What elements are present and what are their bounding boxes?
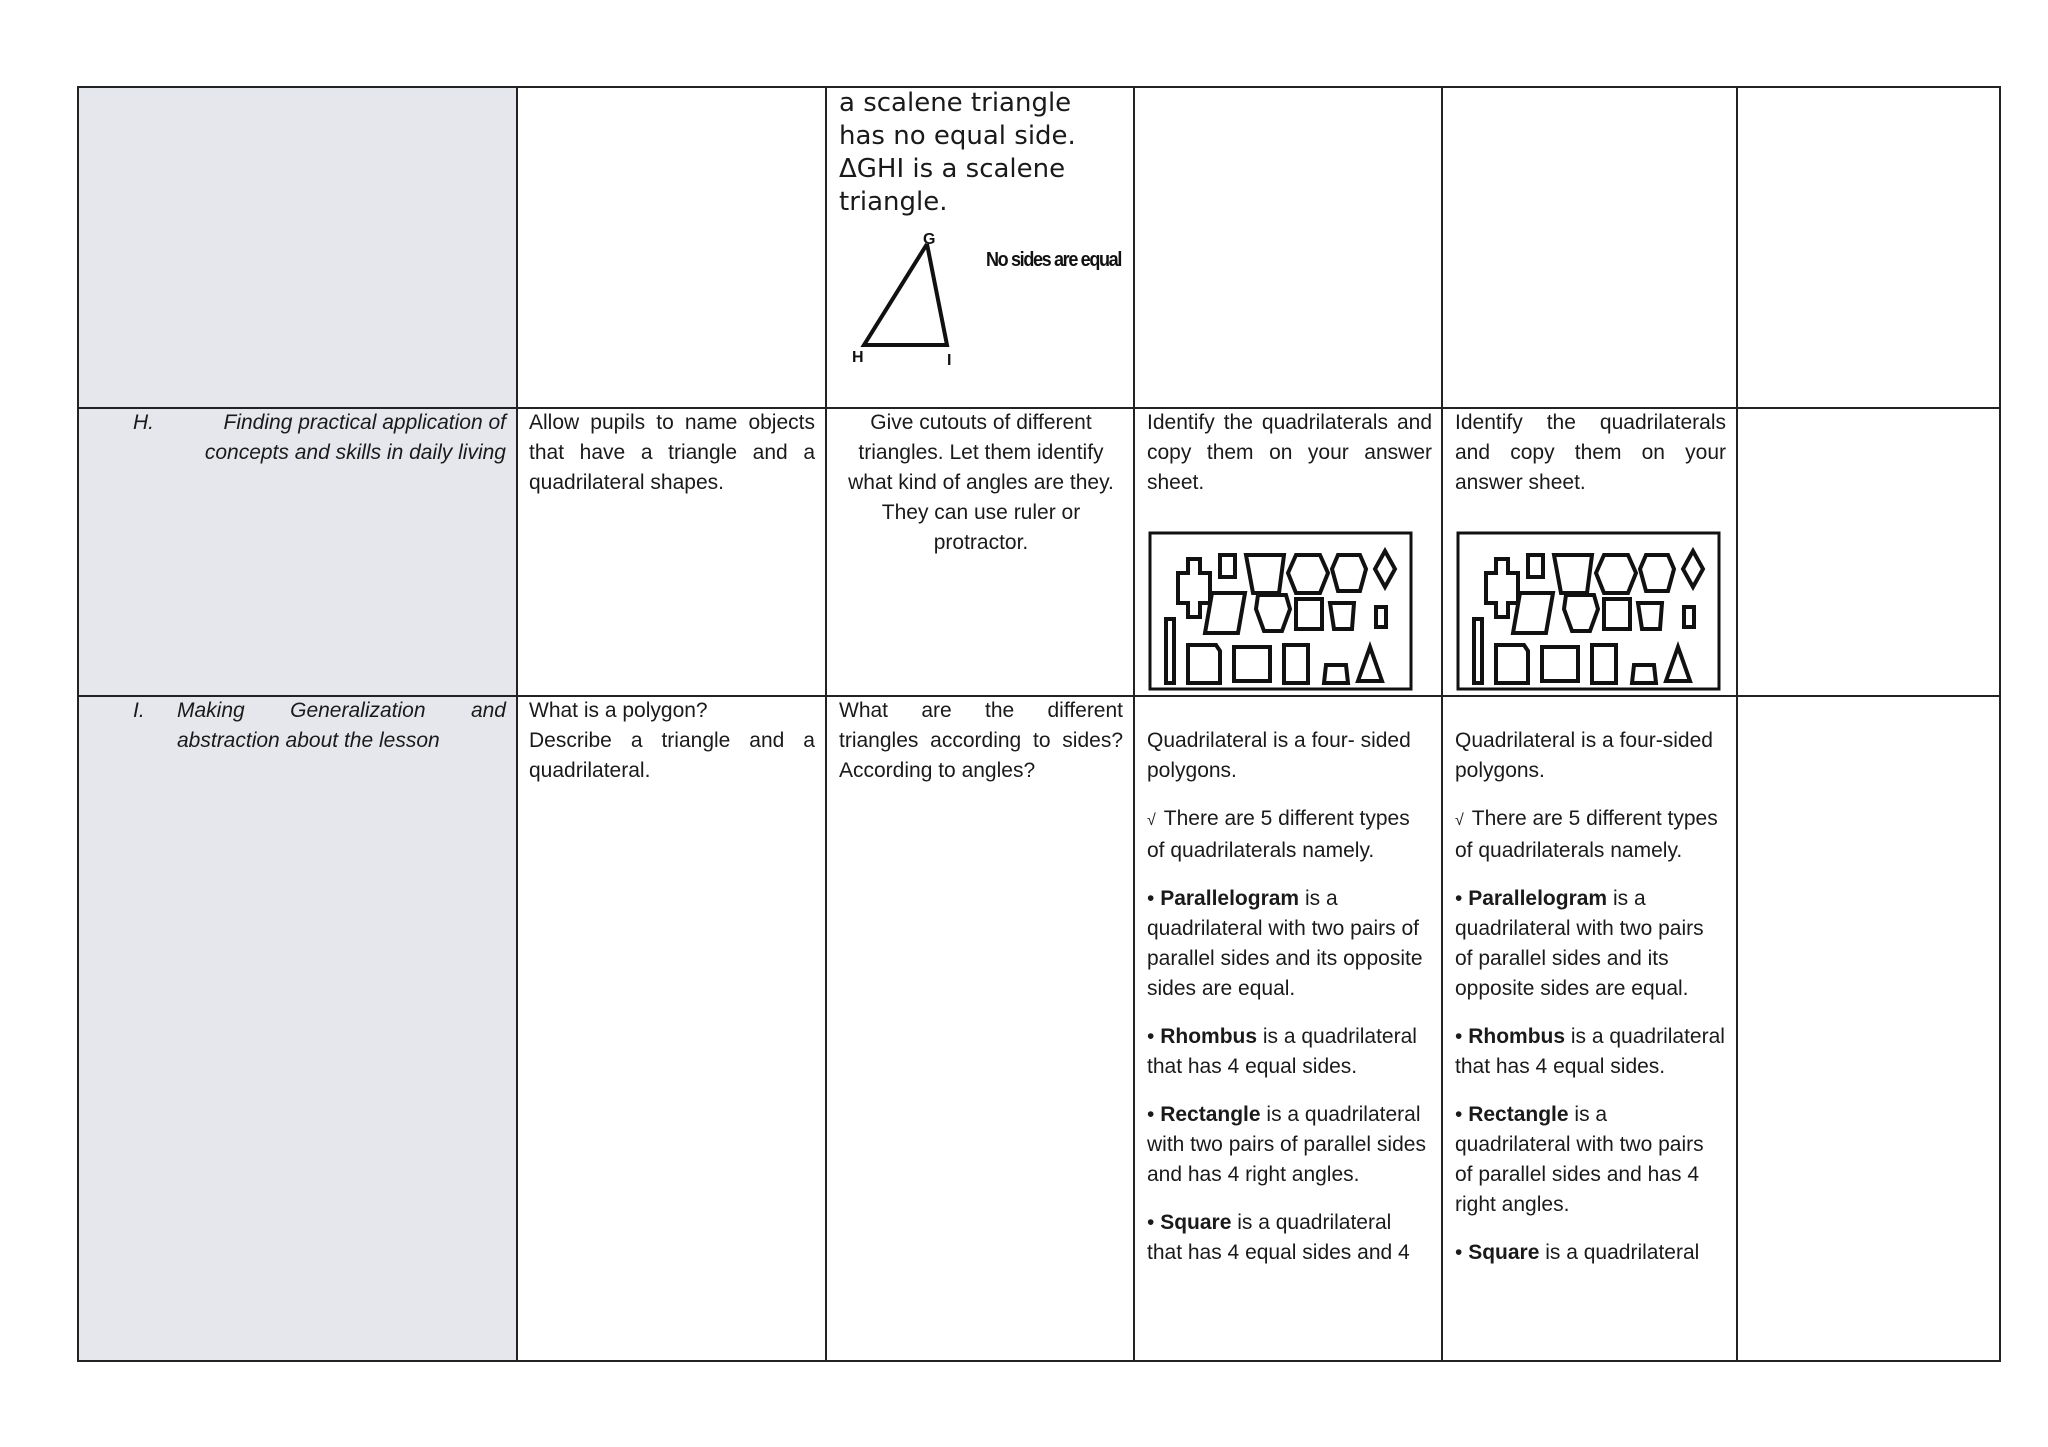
wide-rectangle — [1542, 647, 1578, 681]
small-trapezoid — [1324, 665, 1348, 683]
row-i-title-line2: abstraction about the lesson — [177, 729, 440, 752]
quadrilaterals-svg-1 — [1148, 531, 1413, 691]
quadrilaterals-picture-1 — [1148, 531, 1413, 691]
square-item — [1455, 1238, 1726, 1268]
pentagon-shape — [1188, 645, 1220, 683]
upright-rectangle — [1284, 645, 1308, 683]
col-divider-4 — [1441, 86, 1443, 1362]
rectangle-item — [1455, 1100, 1726, 1220]
rhombus-definition: is a quadrilateral that has 4 equal sides. — [1147, 1025, 1417, 1078]
types-note — [1147, 804, 1432, 866]
vertex-i-label: I — [947, 352, 952, 369]
scalene-description — [839, 87, 1123, 219]
pentagon-shape — [1496, 645, 1528, 683]
irregular-quad-shape — [1638, 603, 1662, 629]
lesson-plan-table — [77, 86, 2001, 1362]
bullet-icon: • — [1147, 887, 1155, 910]
vertex-g-label: G — [923, 231, 936, 248]
row-i-col3: What are the different triangles according to sides? According to angles? — [839, 699, 1123, 782]
curved-shape — [1564, 595, 1598, 631]
no-sides-equal-caption: No sides are equal — [986, 249, 1122, 271]
square-term: Square — [1160, 1211, 1232, 1234]
row-h-col3: Give cutouts of different triangles. Let them identify what kind of angles are they. They can use ruler or protractor. — [848, 411, 1114, 554]
bullet-icon: • — [1455, 1025, 1463, 1048]
rectangle-item — [1147, 1100, 1432, 1190]
quadrilateral-intro: Quadrilateral is a four- sided polygons. — [1147, 729, 1411, 782]
small-rectangle — [1220, 555, 1235, 577]
scalene-triangle-shape — [864, 244, 947, 345]
types-note — [1455, 804, 1726, 866]
quadrilaterals-svg-2 — [1456, 531, 1721, 691]
bullet-icon: • — [1147, 1103, 1155, 1126]
parallelogram-definition: is a quadrilateral with two pairs of parallel sides and its opposite sides are equal. — [1147, 887, 1423, 1000]
thin-rectangle — [1684, 607, 1694, 627]
row-h-letter: H. — [133, 411, 154, 434]
col-divider-2 — [825, 86, 827, 1362]
small-trapezoid — [1632, 665, 1656, 683]
col-divider-1 — [516, 86, 518, 1362]
scalene-triangle-figure — [843, 224, 1123, 384]
square-definition: is a quadrilateral that has 4 equal sides and 4 — [1147, 1211, 1410, 1264]
bullet-icon: • — [1455, 1241, 1463, 1264]
table-border-right — [1999, 86, 2001, 1362]
tall-rectangle — [1474, 619, 1482, 683]
parallelogram-term: Parallelogram — [1160, 887, 1300, 910]
row-i-col4 — [1147, 726, 1432, 1268]
row-i-col2 — [529, 696, 815, 786]
curved-shape — [1256, 595, 1290, 631]
cross-shape — [1486, 559, 1518, 617]
irregular-quad-shape — [1330, 603, 1354, 629]
rhombus-definition: is a quadrilateral that has 4 equal sides. — [1455, 1025, 1725, 1078]
row-h-title: Finding practical application of concepts and skills in daily living — [204, 411, 506, 464]
square-definition: is a quadrilateral — [1539, 1241, 1700, 1264]
parallelogram-definition: is a quadrilateral with two pairs of parallel sides and its opposite sides are equal. — [1455, 887, 1704, 1000]
table-border-bottom — [77, 1360, 2001, 1362]
rhombus-item — [1455, 1022, 1726, 1082]
rectangle-term: Rectangle — [1160, 1103, 1261, 1126]
parallelogram-term: Parallelogram — [1468, 887, 1608, 910]
row-i-col5 — [1455, 726, 1726, 1268]
trapezoid-shape — [1246, 555, 1284, 593]
describe-question: Describe a triangle and a quadrilateral. — [529, 729, 815, 782]
parallelogram-item — [1455, 884, 1726, 1004]
row-i-title-line1: Making Generalization and — [177, 699, 506, 722]
trapezoid-shape — [1554, 555, 1592, 593]
row-h-col2: Allow pupils to name objects that have a triangle and a quadrilateral shapes. — [529, 411, 815, 494]
hexagon-shape — [1288, 555, 1328, 593]
wide-rectangle — [1234, 647, 1270, 681]
quadrilateral-intro: Quadrilateral is a four-sided polygons. — [1455, 729, 1713, 782]
rhombus-term: Rhombus — [1160, 1025, 1258, 1048]
polygon-question: What is a polygon? — [529, 699, 708, 722]
square-item — [1147, 1208, 1432, 1268]
upright-rectangle — [1592, 645, 1616, 683]
vertex-h-label: H — [852, 349, 864, 366]
scalene-triangle-svg — [843, 224, 1123, 384]
row-h-label — [133, 408, 506, 468]
triangle-shape — [1666, 647, 1690, 681]
diamond-shape — [1683, 551, 1703, 587]
square-term: Square — [1468, 1241, 1540, 1264]
square-shape — [1296, 599, 1322, 629]
bullet-icon: • — [1455, 1103, 1463, 1126]
table-border-left — [77, 86, 79, 1362]
parallelogram-shape — [1513, 593, 1553, 633]
thin-rectangle — [1376, 607, 1386, 627]
quadrilaterals-picture-2 — [1456, 531, 1721, 691]
polygon-shape — [1332, 555, 1366, 591]
scalene-definition: a scalene triangle has no equal side. — [839, 88, 1076, 151]
square-shape — [1604, 599, 1630, 629]
cross-shape — [1178, 559, 1210, 617]
col-divider-3 — [1133, 86, 1135, 1362]
rectangle-definition: is a quadrilateral with two pairs of parallel sides and has 4 right angles. — [1147, 1103, 1426, 1186]
bullet-icon: • — [1147, 1025, 1155, 1048]
small-rectangle — [1528, 555, 1543, 577]
check-mark-icon: √ — [1147, 812, 1156, 829]
polygon-shape — [1640, 555, 1674, 591]
tall-rectangle — [1166, 619, 1174, 683]
rectangle-term: Rectangle — [1468, 1103, 1569, 1126]
types-text: There are 5 different types of quadrilaterals namely. — [1147, 807, 1410, 862]
row-h-col5: Identify the quadrilaterals and copy them on your answer sheet. — [1455, 411, 1726, 494]
rectangle-definition: is a quadrilateral with two pairs of parallel sides and has 4 right angles. — [1455, 1103, 1704, 1216]
col-divider-5 — [1736, 86, 1738, 1362]
rhombus-item — [1147, 1022, 1432, 1082]
row-i-label — [133, 696, 506, 756]
diamond-shape — [1375, 551, 1395, 587]
hexagon-shape — [1596, 555, 1636, 593]
parallelogram-item — [1147, 884, 1432, 1004]
rhombus-term: Rhombus — [1468, 1025, 1566, 1048]
triangle-shape — [1358, 647, 1382, 681]
bullet-icon: • — [1147, 1211, 1155, 1234]
row-h-col4: Identify the quadrilaterals and copy them on your answer sheet. — [1147, 411, 1432, 494]
scalene-example: ΔGHI is a scalene triangle. — [839, 154, 1066, 217]
row-i-letter: I. — [133, 699, 145, 722]
bullet-icon: • — [1455, 887, 1463, 910]
check-mark-icon: √ — [1455, 812, 1464, 829]
types-text: There are 5 different types of quadrilaterals namely. — [1455, 807, 1718, 862]
parallelogram-shape — [1205, 593, 1245, 633]
